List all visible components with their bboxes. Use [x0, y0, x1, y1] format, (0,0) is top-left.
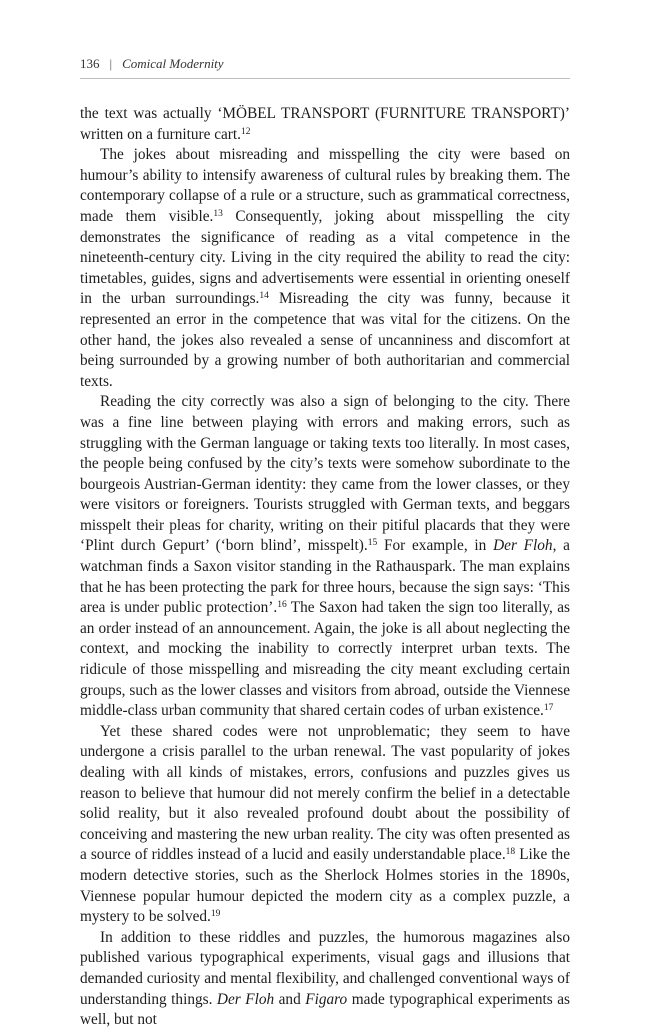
footnote-ref: 17	[543, 703, 554, 714]
footnote-ref: 13	[213, 208, 223, 219]
text-run: In addition to these riddles and puzzles, the humorous magazines also published various typographical experiments, visual gags and illusions that demanded curiosity and mental flexibility, and challenged conventional ways of understanding things.	[80, 928, 570, 1008]
footnote-ref: 18	[505, 847, 516, 858]
paragraph	[80, 928, 570, 1031]
body-text	[80, 104, 570, 1031]
paragraph	[80, 392, 570, 722]
running-head	[80, 56, 224, 72]
text-run: and	[274, 990, 306, 1008]
paragraph	[80, 145, 570, 392]
text-run: , a watchman finds a Saxon visitor standing in the Rathauspark. The man explains that he has been protecting the park for three hours, because the sign says: ‘This area is under public protection’.	[80, 537, 570, 617]
text-run: the text was actually ‘MÖBEL TRANSPORT (FURNITURE TRANSPORT)’ written on a furniture cart.	[80, 105, 570, 143]
footnote-ref: 14	[259, 291, 269, 302]
text-run: Like the modern detective stories, such as the Sherlock Holmes stories in the 1890s, Viennese popular humour depicted the modern city as a complex puzzle, a mystery to be solved.	[80, 846, 570, 926]
italic-title: Der Floh	[216, 990, 275, 1008]
text-run: Reading the city correctly was also a sign of belonging to the city. There was a fine line between playing with errors and making errors, such as struggling with the German language or taking texts too literally. In most cases, the people being confused by the city’s texts were somehow subordinate to the bourgeois Austrian-German identity: they came from the lower classes, or they were visitors or foreigners. Tourists struggled with German texts, and beggars misspelt their pleas for charity, writing on their pitiful placards that they were ‘Plint durch Gepurt’ (‘born blind’, misspelt).	[80, 393, 570, 555]
text-run: made typographical experiments as well, but not	[80, 990, 570, 1029]
text-run: For example, in	[377, 537, 494, 555]
text-run: Misreading the city was funny, because it represented an error in the competence that was vital for the citizens. On the other hand, the jokes also revealed a sense of uncanniness and discomfort at being surrounded by a growing number of both authoritarian and commercial texts.	[80, 290, 570, 390]
text-run: The jokes about misreading and misspelling the city were based on humour’s ability to intensify awareness of cultural rules by breaking them. The contemporary collapse of a rule or a structure, such as grammatical correctness, made them visible.	[80, 146, 570, 225]
text-run: The Saxon had taken the sign too literally, as an order instead of an announcement. Again, the joke is all about neglecting the context, and mocking the inability to correctly interpret urban texts. The ridicule of those misspelling and misreading the city meant excluding certain groups, such as the lower classes and visitors from abroad, outside the Viennese middle-class urban community that shared certain codes of urban existence.	[80, 599, 570, 720]
footnote-ref: 16	[277, 600, 287, 611]
footnote-ref: 15	[367, 538, 378, 549]
page-number: 136	[80, 56, 100, 71]
header-separator: |	[109, 56, 113, 71]
footnote-ref: 19	[210, 909, 221, 920]
footnote-ref: 12	[240, 126, 251, 137]
paragraph	[80, 722, 570, 928]
book-title: Comical Modernity	[122, 56, 224, 71]
italic-title: Der Floh	[493, 537, 553, 555]
italic-title: Figaro	[305, 990, 348, 1008]
header-rule	[80, 78, 570, 79]
text-run: Yet these shared codes were not unproblematic; they seem to have undergone a crisis parallel to the urban renewal. The vast popularity of jokes dealing with all kinds of mistakes, errors, confusions and puzzles gives us reason to believe that humour did not merely confirm the belief in a detectable solid reality, but it also revealed profound doubt about the possibility of conceiving and mastering the new urban reality. The city was often presented as a source of riddles instead of a lucid and easily understandable place.	[80, 722, 570, 864]
text-run: Consequently, joking about misspelling the city demonstrates the significance of reading as a vital competence in the nineteenth-century city. Living in the city required the ability to read the city: timetables, guides, signs and advertisements were essential in orienting oneself in the urban surroundings.	[80, 207, 570, 308]
paragraph	[80, 104, 570, 145]
